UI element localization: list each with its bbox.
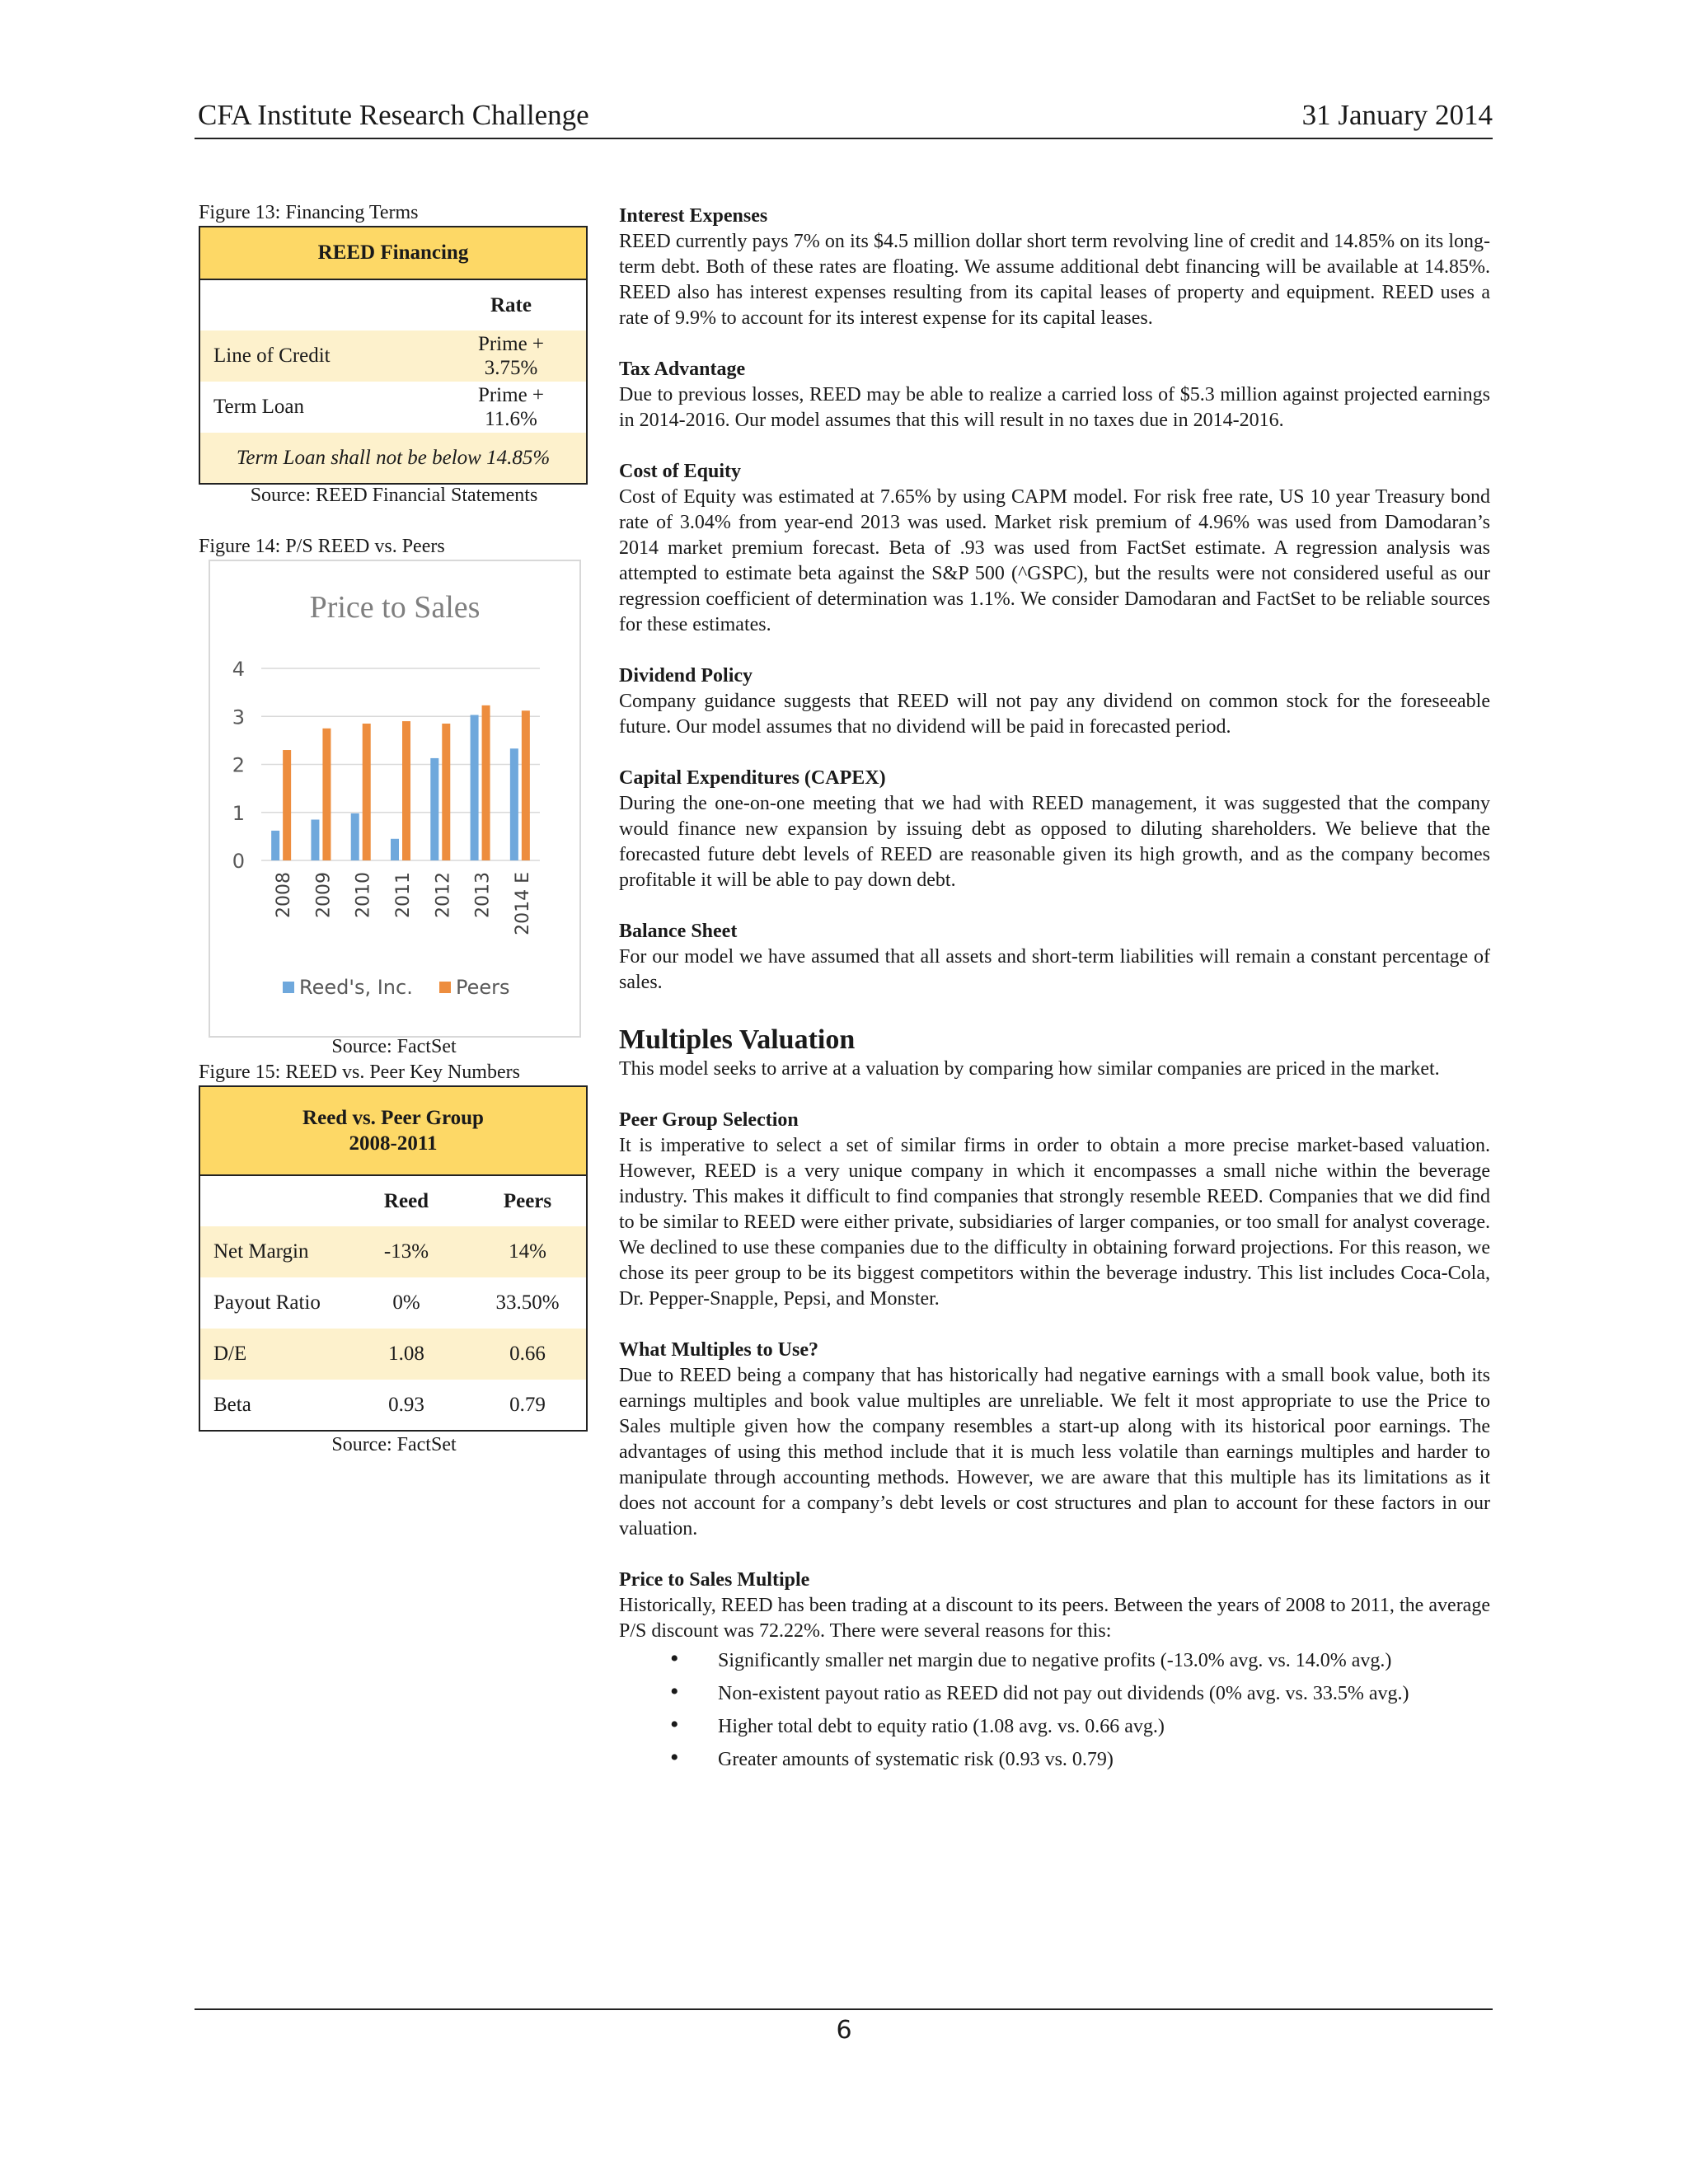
x-tick-label: 2009: [313, 872, 335, 918]
section-heading-balance-sheet: Balance Sheet: [619, 921, 738, 942]
x-tick-label: 2008: [274, 872, 295, 918]
y-tick-label: 0: [232, 850, 245, 873]
section-body-cost-of-equity: Cost of Equity was estimated at 7.65% by using CAPM model. For risk free rate, US 10 year Treasury bond rate of 3.04% from year-end 2013 was used. Market risk premium of 4.96% was used from Damodaran’s 2014 market premium forecast. Beta of .93 was used from FactSet estimate. A regression analysis was attempted to estimate beta against the S&P 500 (^GSPC), but the results were not considered useful as our regression coefficient of determination was 1.1%. We consider Damodaran and FactSet to be reliable sources for these estimates.: [619, 486, 1490, 635]
legend-swatch: [439, 982, 451, 993]
list-item: [619, 1644, 1490, 1677]
section-heading-peer-group: Peer Group Selection: [619, 1109, 799, 1131]
reed-value: 1.08: [388, 1343, 424, 1365]
row-label: Line of Credit: [213, 344, 331, 367]
price-to-sales-chart: [209, 560, 581, 1038]
row-label: Net Margin: [213, 1240, 309, 1263]
rate-value-line1: Prime +: [477, 384, 545, 406]
peer-table-title-line1: Reed vs. Peer Group: [302, 1107, 484, 1129]
row-label: Term Loan: [213, 396, 305, 418]
figure-14-caption: Figure 14: P/S REED vs. Peers: [199, 536, 445, 557]
section-heading-which-multiples: What Multiples to Use?: [619, 1339, 818, 1361]
section-body-price-to-sales: Historically, REED has been trading at a discount to its peers. Between the years of 2008 to 2011, the average P/S discount was 72.22%. There were several reasons for this:: [619, 1595, 1490, 1642]
section-heading-capex: Capital Expenditures (CAPEX): [619, 767, 886, 789]
list-item: [619, 1743, 1490, 1776]
y-tick-label: 1: [232, 801, 245, 825]
peers-value: 0.79: [509, 1393, 546, 1416]
section-body-which-multiples: Due to REED being a company that has historically had negative earnings with a small book value, both its earnings multiples and book value multiples are unreliable. We felt it most appropriate to use the Price to Sales multiple given how the company resembles a start-up along with its historical poor earnings. The advantages of using this method include that it is much less volatile than earnings multiples and harder to manipulate through accounting methods. However, we are aware that this multiple has its limitations as it does not account for a company’s debt levels or cost structures and plan to account for these factors in our valuation.: [619, 1365, 1490, 1540]
rate-column-header: Rate: [490, 293, 532, 316]
reasons-list: [619, 1644, 1490, 1776]
bar-reeds: [311, 819, 319, 860]
financing-table-title: REED Financing: [199, 227, 587, 279]
peers-value: 14%: [509, 1240, 546, 1263]
bullet-icon: •: [670, 1744, 679, 1771]
financing-terms-table: [199, 226, 588, 485]
x-tick-label: 2013: [472, 872, 494, 918]
table-row: [199, 1380, 587, 1431]
document-title: CFA Institute Research Challenge: [198, 99, 589, 131]
peers-value: 33.50%: [495, 1291, 560, 1314]
peers-column-header: Peers: [503, 1189, 552, 1212]
peers-value: 0.66: [509, 1343, 546, 1365]
y-tick-label: 2: [232, 753, 245, 777]
reed-value: -13%: [383, 1240, 429, 1263]
section-body-interest: REED currently pays 7% on its $4.5 million dollar short term revolving line of credit and 14.85% on its long-term debt. Both of these rates are floating. We assume additional debt financing will be available at 14.85%. REED also has interest expenses resulting from its capital leases of property and equipment. REED uses a rate of 9.9% to account for its interest expense for its capital leases.: [619, 231, 1490, 329]
bullet-icon: •: [670, 1678, 679, 1705]
section-heading-tax: Tax Advantage: [619, 359, 746, 380]
rate-value-line2: 11.6%: [485, 408, 537, 430]
legend-swatch: [283, 982, 294, 993]
bar-reeds: [391, 839, 399, 860]
header-divider: [195, 138, 1493, 139]
list-item-text: Higher total debt to equity ratio (1.08 avg. vs. 0.66 avg.): [718, 1716, 1165, 1737]
page-number: 6: [836, 2016, 852, 2045]
table-row: [199, 1226, 587, 1277]
y-tick-label: 4: [232, 658, 245, 681]
list-item-text: Non-existent payout ratio as REED did not pay out dividends (0% avg. vs. 33.5% avg.): [718, 1683, 1409, 1704]
bar-peers: [363, 724, 371, 860]
section-body-balance-sheet: For our model we have assumed that all assets and short-term liabilities will remain a constant percentage of sales.: [619, 946, 1490, 993]
x-tick-label: 2010: [353, 872, 374, 918]
legend-label: Peers: [456, 976, 510, 999]
peer-key-numbers-table: [199, 1085, 588, 1432]
table-row: [199, 1277, 587, 1329]
document-date: 31 January 2014: [1301, 99, 1493, 131]
section-heading-multiples: Multiples Valuation: [619, 1024, 856, 1055]
list-item-text: Significantly smaller net margin due to negative profits (-13.0% avg. vs. 14.0% avg.): [718, 1650, 1392, 1671]
bar-peers: [322, 729, 331, 860]
price-to-sales-chart-svg: [210, 561, 579, 1036]
section-body-capex: During the one-on-one meeting that we had with REED management, it was suggested that the company would finance new expansion by issuing debt as opposed to diluting shareholders. We believe that the forecasted future debt levels of REED are reasonable given its high growth, and as the company becomes profitable it will be able to pay down debt.: [619, 793, 1490, 891]
legend-label: Reed's, Inc.: [299, 976, 413, 999]
table-row: [199, 382, 587, 433]
x-tick-label: 2012: [433, 872, 454, 918]
section-body-dividend: Company guidance suggests that REED will not pay any dividend on common stock for the foreseeable future. Our model assumes that no dividend will be paid in forecasted period.: [619, 691, 1490, 738]
reed-value: 0%: [392, 1291, 420, 1314]
row-label: Payout Ratio: [213, 1291, 321, 1314]
bar-reeds: [351, 813, 359, 860]
row-label: D/E: [213, 1343, 247, 1365]
bar-peers: [522, 710, 530, 860]
figure-15-caption: Figure 15: REED vs. Peer Key Numbers: [199, 1062, 520, 1083]
footer-divider: [195, 2008, 1493, 2010]
rate-value-line1: Prime +: [477, 333, 545, 355]
x-tick-label: 2014 E: [512, 872, 533, 935]
reed-column-header: Reed: [383, 1189, 429, 1212]
figure-13-caption: Figure 13: Financing Terms: [199, 202, 419, 223]
bullet-icon: •: [670, 1645, 679, 1672]
bar-peers: [442, 724, 450, 860]
figure-14-source: Source: FactSet: [331, 1036, 457, 1057]
figure-15-source: Source: FactSet: [331, 1434, 457, 1455]
section-heading-price-to-sales: Price to Sales Multiple: [619, 1569, 810, 1591]
figure-13-source: Source: REED Financial Statements: [250, 485, 538, 506]
bar-reeds: [471, 715, 479, 860]
list-item: [619, 1677, 1490, 1710]
x-tick-label: 2011: [393, 872, 414, 918]
list-item: [619, 1710, 1490, 1743]
bar-peers: [283, 750, 291, 860]
bar-reeds: [510, 748, 518, 860]
bullet-icon: •: [670, 1711, 679, 1738]
section-heading-cost-of-equity: Cost of Equity: [619, 461, 742, 482]
section-body-peer-group: It is imperative to select a set of similar firms in order to obtain a more precise market-based valuation. However, REED is a very unique company in which it encompasses a small niche within the beverage industry. This makes it difficult to find companies that strongly resemble REED. Companies that we did find to be similar to REED were either private, subsidiaries of larger companies, or too small for analyst coverage. We declined to use these companies due to the difficulty in obtaining forward projections. For this reason, we chose its peer group to be its biggest competitors within the beverage industry. This list includes Coca-Cola, Dr. Pepper-Snapple, Pepsi, and Monster.: [619, 1135, 1490, 1310]
table-row: [199, 330, 587, 382]
section-heading-interest: Interest Expenses: [619, 205, 768, 227]
body-text-column: [619, 204, 1490, 1776]
section-heading-dividend: Dividend Policy: [619, 665, 753, 687]
rate-value-line2: 3.75%: [484, 357, 538, 379]
bar-peers: [402, 721, 410, 860]
list-item-text: Greater amounts of systematic risk (0.93 vs. 0.79): [718, 1749, 1114, 1770]
chart-title: Price to Sales: [309, 590, 481, 625]
peer-table-title-line2: 2008-2011: [349, 1132, 438, 1155]
bar-reeds: [430, 758, 438, 860]
financing-header-blank: [199, 279, 436, 330]
term-loan-note: Term Loan shall not be below 14.85%: [199, 433, 587, 484]
bar-reeds: [271, 831, 279, 860]
section-body-tax: Due to previous losses, REED may be able to realize a carried loss of $5.3 million against projected earnings in 2014-2016. Our model assumes that this will result in no taxes due in 2014-2016.: [619, 384, 1490, 431]
row-label: Beta: [213, 1393, 251, 1416]
reed-value: 0.93: [388, 1393, 424, 1416]
table-row: [199, 1329, 587, 1380]
peer-header-blank: [199, 1175, 344, 1226]
section-body-multiples: This model seeks to arrive at a valuation by comparing how similar companies are priced in the market.: [619, 1058, 1440, 1080]
bar-peers: [482, 705, 490, 860]
peer-table-title: [199, 1086, 587, 1175]
y-tick-label: 3: [232, 705, 245, 729]
